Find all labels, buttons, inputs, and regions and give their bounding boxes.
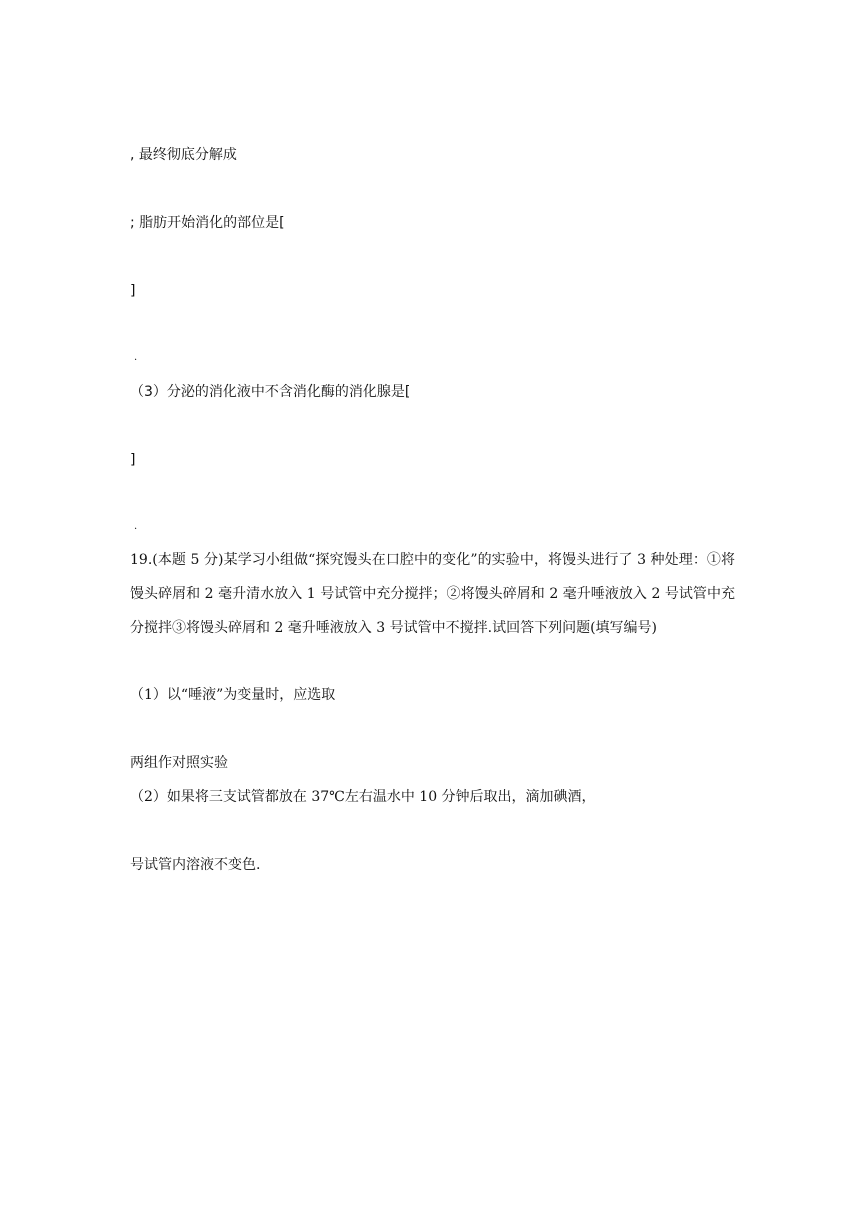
text-line-5: （3）分泌的消化液中不含消化酶的消化腺是[ [130,384,411,400]
question-19-sub-2-tail: 号试管内溶液不变色. [130,857,261,873]
text-line-2: ; 脂肪开始消化的部位是[ [130,215,285,231]
text-dot-1: . [134,352,138,363]
text-dot-2: . [134,521,138,532]
text-line-3: ] [130,283,136,299]
text-line-6: ] [130,452,136,468]
question-19-sub-1-tail: 两组作对照实验 [130,755,228,771]
question-19-sub-2: （2）如果将三支试管都放在 37℃左右温水中 10 分钟后取出，滴加碘酒， [130,789,596,805]
question-19-sub-1: （1）以“唾液”为变量时，应选取 [130,687,336,703]
question-19-stem: 19.(本题 5 分)某学习小组做“探究馒头在口腔中的变化”的实验中，将馒头进行了 3 种处理：①将馒头碎屑和 2 毫升清水放入 1 号试管中充分搅拌；②将馒头碎屑和 2 毫升唾液放入 2 号试管中充分搅拌③将馒头碎屑和 2 毫升唾液放入 3 号试管中不搅拌.试回答下列问题(填写编号) [130,552,735,636]
text-line-1: , 最终彻底分解成 [130,147,237,163]
